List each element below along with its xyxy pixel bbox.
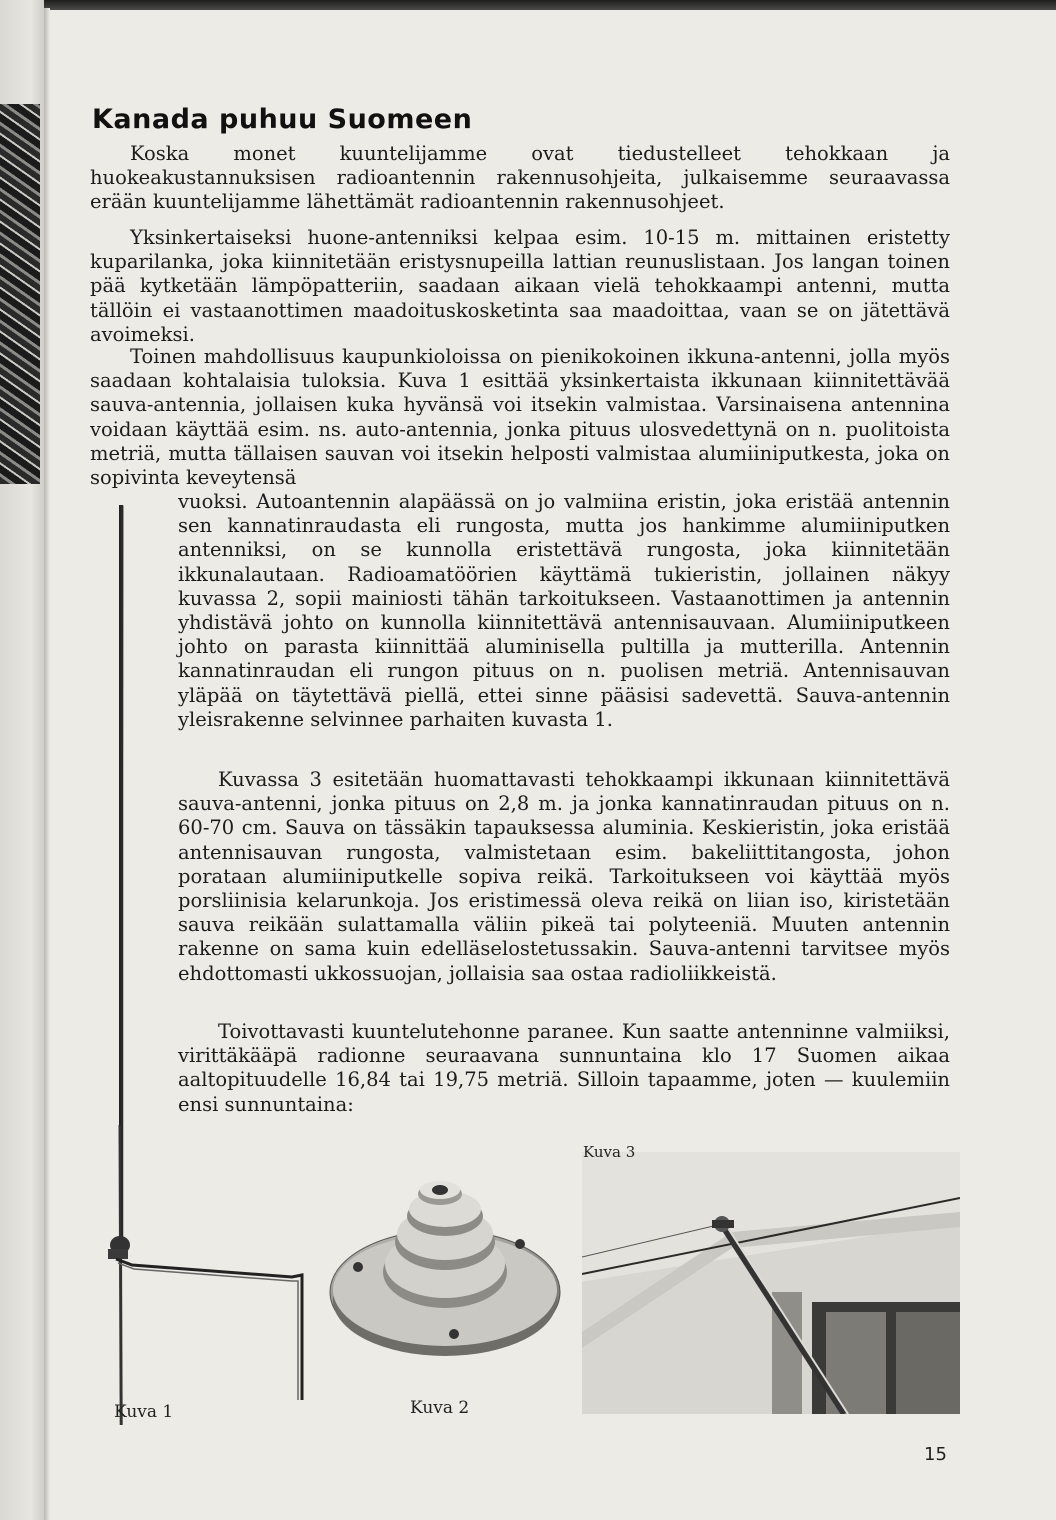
paragraph-closing: Toivottavasti kuuntelutehonne paranee. Kun saatte antenninne valmiiksi, virittäkääpä radionne seuraavana sunnuntaina klo 17 Suomen aikaa aaltopituudelle 16,84 tai 19,75 metriä. Silloin tapaamme, joten — kuulemiin ensi sunnuntaina: <box>178 1020 950 1116</box>
paragraph-kuva3-antenna: Kuvassa 3 esitetään huomattavasti tehokkaampi ikkunaan kiinnitettävä sauva-antenni, jonka pituus on 2,8 m. ja jonka kannatinraudan pituus on n. 60-70 cm. Sauva on tässäkin tapauksessa aluminia. Keskieristin, joka eristää antennisauvan rungosta, valmistetaan esim. bakeliittitangosta, johon porataan alumiiniputkelle sopiva reikä. Tarkoitukseen voi käyttää myös porsliinisia kelarunkoja. Jos eristimessä oleva reikä on liian iso, kiristetään sauva reikään sulattamalla väliin pikeä tai polyteeniä. Muuten antennin rakenne on sama kuin edelläselostetussakin. Sauva-antenni tarvitsee myös ehdottomasti ukkossuojan, jollaisia saa ostaa radioliikkeistä. <box>178 768 950 985</box>
page-number: 15 <box>924 1444 947 1465</box>
paragraph-window-antenna: Toinen mahdollisuus kaupunkioloissa on pienikokoinen ikkuna-antenni, jolla myös saadaan kohtalaisia tuloksia. Kuva 1 esittää yksinkertaista ikkunaan kiinnitettävää sauva-antennia, jollaisen kuka hyvänsä voi itsekin valmistaa. Varsinaisena antennina voidaan käyttää esim. ns. auto-antennia, jonka pituus ulosvedettynä on n. puolitoista metriä, mutta tällaisen sauvan voi itsekin helposti valmistaa alumiiniputkesta, joka on sopivinta keveytensä <box>90 345 950 490</box>
caption-kuva-1: Kuva 1 <box>114 1402 174 1422</box>
caption-kuva-2: Kuva 2 <box>410 1398 470 1418</box>
paragraph-window-antenna-cont: vuoksi. Autoantennin alapäässä on jo valmiina eristin, joka eristää antennin sen kannatinraudasta eli rungosta, mutta jos hankimme alumiiniputken antenniksi, on se kunnolla eristettävä rungosta, joka kiinnitetään ikkunalautaan. Radioamatöörien käyttämä tukieristin, jollainen näkyy kuvassa 2, sopii mainiosti tähän tarkoitukseen. Vastaanottimen ja antennin yhdistävä johto on kunnolla kiinnitettävä antennisauvaan. Alumiiniputkeen johto on parasta kiinnittää aluminisella pultilla ja mutterilla. Antennin kannatinraudan eli rungon pituus on n. puolisen metriä. Antennisauvan yläpää on täytettävä piellä, ettei sinne pääsisi sadevettä. Sauva-antennin yleisrakenne selvinnee parhaiten kuvasta 1. <box>178 490 950 731</box>
paragraph-indoor-antenna: Yksinkertaiseksi huone-antenniksi kelpaa esim. 10-15 m. mittainen eristetty kuparilanka, joka kiinnitetään eristysnupeilla lattian reunuslistaan. Jos langan toinen pää kytketään lämpöpatteriin, saadaan aikaan vielä tehokkaampi antenni, mutta tällöin ei vastaanottimen maadoituskosketinta saa maadoittaa, vaan se on jätettävä avoimeksi. <box>90 226 950 346</box>
page-spine-shadow <box>44 8 50 1520</box>
adjacent-page-photo <box>0 104 40 484</box>
caption-kuva-3: Kuva 3 <box>583 1143 636 1161</box>
page-top-edge <box>44 0 1056 10</box>
paragraph-intro: Koska monet kuuntelijamme ovat tiedustelleet tehokkaan ja huokeakustannuksisen radioantennin rakennusohjeita, julkaisemme seuraavassa erään kuuntelijamme lähettämät radioantennin rakennusohjeet. <box>90 142 950 214</box>
figure-2-insulator <box>328 1172 562 1392</box>
article-title: Kanada puhuu Suomeen <box>92 104 473 135</box>
figure-1-rod-antenna <box>96 505 316 1425</box>
figure-3-window-antenna-photo <box>582 1152 960 1414</box>
